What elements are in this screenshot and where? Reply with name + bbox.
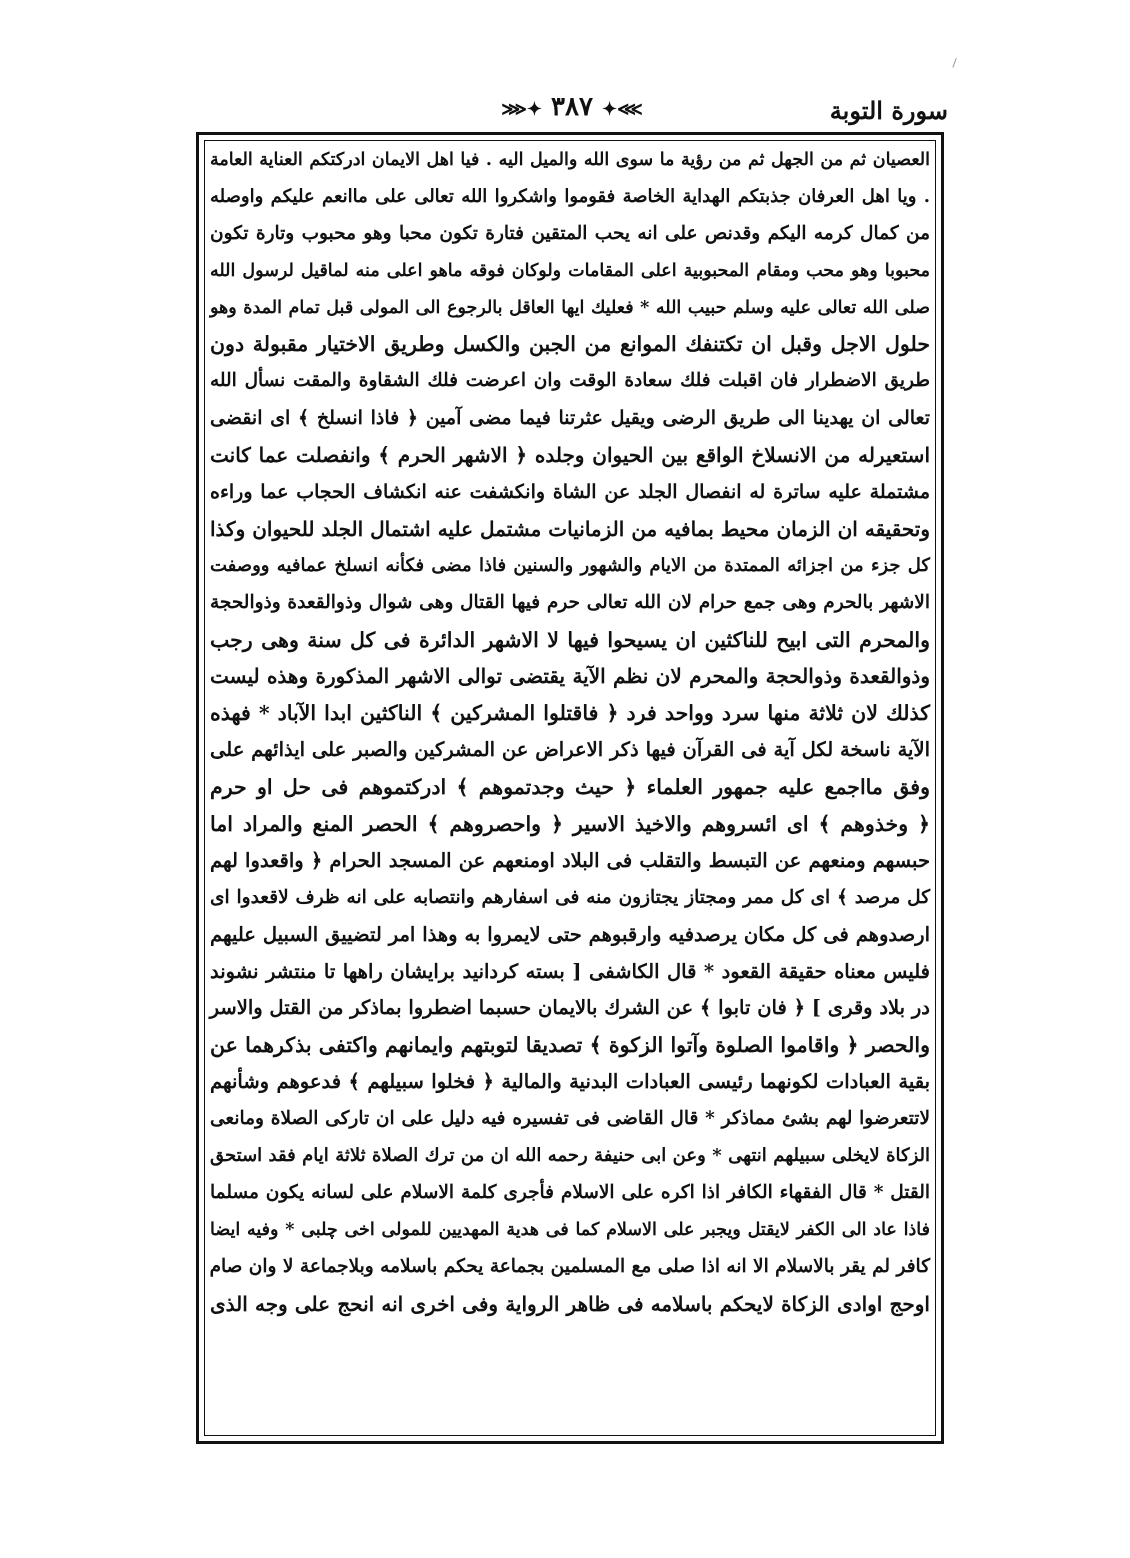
text-line: وذوالقعدة وذوالحجة والمحرم لان نظم الآية يقتضى توالى الاشهر المذكورة وهذه ليست [210, 664, 930, 689]
page-header [196, 92, 948, 128]
scan-mark [952, 58, 957, 68]
page-number-value: ٣٨٧ [551, 92, 593, 122]
surah-title: سورة التوبة [829, 96, 948, 125]
page-number [501, 92, 642, 122]
text-line: استعيرله من الانسلاخ الواقع بين الحيوان وجلده ﴿ الاشهر الحرم ﴾ وانفصلت عما كانت [210, 443, 930, 468]
text-line: حبسهم ومنعهم عن التبسط والتقلب فى البلاد اومنعهم عن المسجد الحرام ﴿ واقعدوا لهم [210, 848, 930, 872]
text-line: الآية ناسخة لكل آية فى القرآن فيها ذكر الاعراض عن المشركين والصبر على ايذائهم على [210, 738, 930, 762]
text-line: القتل * قال الفقهاء الكافر اذا اكره على الاسلام فأجرى كلمة الاسلام على لسانه يكون مسلما [210, 1181, 930, 1203]
text-line: ارصدوهم فى كل مكان يرصدفيه وارقبوهم حتى لايمروا به وهذا امر لتضييق السبيل عليهم [210, 922, 930, 946]
text-line: صلى الله تعالى عليه وسلم حبيب الله * فعليك ايها العاقل بالرجوع الى المولى قبل تمام المدة وهو [210, 297, 930, 318]
text-line: والحصر ﴿ واقاموا الصلوة وآتوا الزكوة ﴾ تصديقا لتوبتهم وايمانهم واكتفى بذكرهما عن [210, 1033, 930, 1058]
text-line: فاذا عاد الى الكفر لايقتل ويجبر على الاسلام كما فى هدية المهديين للمولى اخى چلبى * وفيه ايضا [210, 1219, 930, 1240]
text-line: العصيان ثم من الجهل ثم من رؤية ما سوى الله والميل اليه . فيا اهل الايمان ادركتكم العناية العامة [210, 150, 930, 170]
text-line: كذلك لان ثلاثة منها سرد وواحد فرد ﴿ فاقتلوا المشركين ﴾ الناكثين ابدا الآباد * فهذه [210, 701, 930, 726]
text-line: فليس معناه حقيقة القعود * قال الكاشفى [ بسته كردانيد برايشان راهها تا منتشر نشوند [210, 959, 930, 983]
text-line: والمحرم التى ابيح للناكثين ان يسيحوا فيها لا الاشهر الدائرة فى كل سنة وهى رجب [210, 627, 930, 652]
text-line: در بلاد وقرى ] ﴿ فان تابوا ﴾ عن الشرك بالايمان حسبما اضطروا بماذكر من القتل والاسر [209, 996, 930, 1020]
text-line: وتحقيقه ان الزمان محيط بمافيه من الزمانيات مشتمل عليه اشتمال الجلد للحيوان وكذا [210, 516, 930, 541]
text-line: كل جزء من اجزائه الممتدة من الايام والشهور والسنين فاذا مضى فكأنه انسلخ عمافيه ووصفت [210, 554, 930, 576]
text-line: وفق مااجمع عليه جمهور العلماء ﴿ حيث وجدتموهم ﴾ ادركتموهم فى حل او حرم [210, 775, 930, 800]
text-line: الزكاة لايخلى سبيلهم انتهى * وعن ابى حنيفة رحمه الله ان من ترك الصلاة ثلاثة ايام فقد استحق [210, 1145, 930, 1167]
text-line: اوحج اوادى الزكاة لايحكم باسلامه فى ظاهر الرواية وفى اخرى انه انحج على وجه الذى [210, 1291, 930, 1316]
ornament-left-icon: ⋙✦ [501, 99, 542, 120]
text-line: من كمال كرمه اليكم وقدنص على انه يحب المتقين فتارة تكون محبا وهو محبوب وتارة تكون [210, 222, 930, 244]
text-line: تعالى ان يهدينا الى طريق الرضى ويقيل عثرتنا فيما مضى آمين ﴿ فاذا انسلخ ﴾ اى انقضى [210, 407, 930, 430]
text-line: ﴿ وخذوهم ﴾ اى ائسروهم والاخيذ الاسير ﴿ واحصروهم ﴾ الحصر المنع والمراد اما [210, 812, 931, 837]
text-line: محبوبا وهو محب ومقام المحبوبية اعلى المقامات ولوكان فوقه ماهو اعلى منه لماقيل لرسول الله [210, 260, 930, 281]
text-line: الاشهر بالحرم وهى جمع حرام لان الله تعالى حرم فيها القتال وهى شوال وذوالقعدة وذوالحجة [210, 591, 930, 613]
text-body [206, 142, 934, 1434]
text-line: كافر لم يقر بالاسلام الا انه اذا صلى مع المسلمين بجماعة يحكم باسلامه وبلاجماعة لا وان صام [209, 1255, 930, 1277]
text-line: . ويا اهل العرفان جذبتكم الهداية الخاصة فقوموا واشكروا الله تعالى على ماانعم عليكم واوصله [210, 185, 930, 207]
text-line: لاتتعرضوا لهم بشئ مماذكر * قال القاضى فى تفسيره فيه دليل على ان تاركى الصلاة ومانعى [210, 1108, 930, 1130]
text-line: حلول الاجل وقبل ان تكتنفك الموانع من الجبن والكسل وطريق الاختيار مقبولة دون [210, 332, 930, 357]
text-line: بقية العبادات لكونهما رئيسى العبادات البدنية والمالية ﴿ فخلوا سبيلهم ﴾ فدعوهم وشأنهم [210, 1070, 930, 1094]
ornament-right-icon: ✦⋘ [602, 99, 643, 120]
text-line: كل مرصد ﴾ اى كل ممر ومجتاز يجتازون منه فى اسفارهم وانتصابه على انه ظرف لاقعدوا اى [210, 886, 930, 908]
text-line: طريق الاضطرار فان اقبلت فلك سعادة الوقت وان اعرضت فلك الشقاوة والمقت نسأل الله [210, 370, 930, 392]
text-line: مشتملة عليه ساترة له انفصال الجلد عن الشاة وانكشفت عنه انكشاف الحجاب عما وراءه [210, 481, 930, 504]
